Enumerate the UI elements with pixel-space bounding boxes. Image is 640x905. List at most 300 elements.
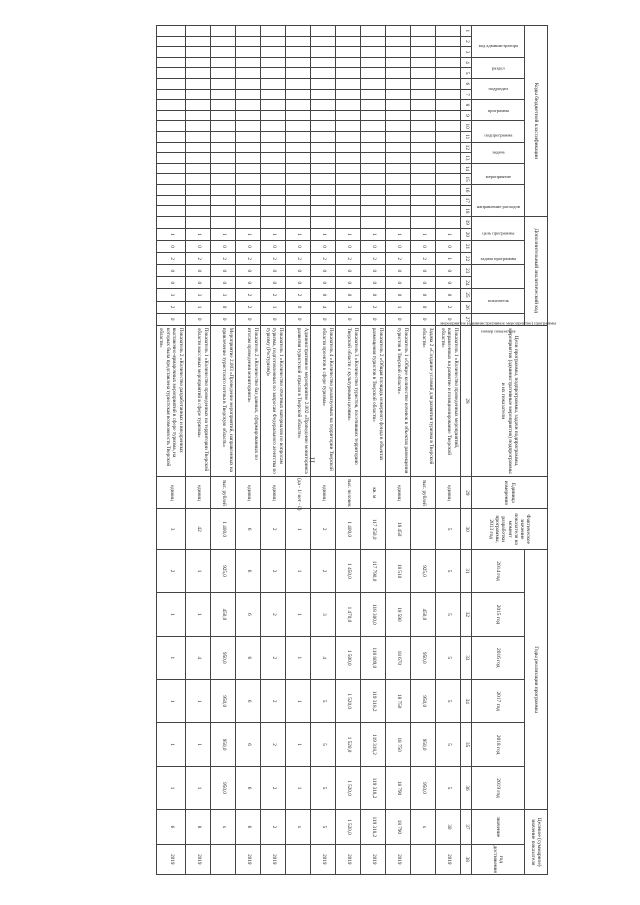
code-cell bbox=[311, 142, 336, 153]
code-cell bbox=[436, 110, 461, 121]
final-value-cell: 6 bbox=[157, 810, 186, 844]
year-value-cell: 1 520,0 bbox=[336, 723, 361, 766]
code-cell bbox=[157, 100, 186, 111]
code-cell bbox=[186, 142, 211, 153]
unit-cell: единиц bbox=[157, 477, 186, 509]
unit-cell: единиц bbox=[436, 477, 461, 509]
code-cell bbox=[311, 89, 336, 100]
code-cell bbox=[311, 26, 336, 37]
year-value-cell: 5 bbox=[311, 723, 336, 766]
code-cell bbox=[361, 174, 386, 185]
final-value-cell: 8 bbox=[186, 810, 211, 844]
column-number: 36 bbox=[461, 766, 472, 809]
code-cell: 0 bbox=[286, 313, 311, 325]
unit-cell: единиц bbox=[386, 477, 411, 509]
fact-cell: 2 bbox=[261, 509, 286, 549]
code-cell bbox=[361, 121, 386, 132]
code-cell bbox=[411, 89, 436, 100]
code-cell bbox=[211, 89, 236, 100]
code-cell: 2 bbox=[336, 253, 361, 265]
code-cell bbox=[436, 142, 461, 153]
unit-cell: (да - 1/ нет - 0) bbox=[286, 477, 311, 509]
column-number: 16 bbox=[461, 184, 472, 195]
code-cell: 4 bbox=[311, 301, 336, 313]
year-value-cell: 1 bbox=[157, 636, 186, 679]
code-cell bbox=[286, 131, 311, 142]
code-cell: 0 bbox=[157, 277, 186, 289]
code-cell bbox=[311, 174, 336, 185]
code-cell bbox=[236, 153, 261, 164]
code-cell bbox=[286, 100, 311, 111]
code-cell bbox=[386, 195, 411, 206]
column-number: 3 bbox=[461, 47, 472, 58]
year-value-cell: 450,0 bbox=[411, 593, 436, 636]
code-cell bbox=[336, 184, 361, 195]
code-cell: 0 bbox=[436, 289, 461, 301]
indicator-text: Показатель 2 «Количество разработанных и внедренных выставочно-ярмарочных мероприятий в сфере туризма, на которых была представлена туристская возможность Тверской области» bbox=[157, 325, 186, 476]
code-cell: 0 bbox=[261, 240, 286, 252]
code-cell: 1 bbox=[186, 228, 211, 240]
code-cell: 2 bbox=[261, 253, 286, 265]
code-cell bbox=[261, 216, 286, 228]
code-cell bbox=[436, 68, 461, 79]
column-number: 18 bbox=[461, 206, 472, 217]
year-value-cell: 1 520,0 bbox=[336, 766, 361, 809]
code-cell: 0 bbox=[211, 240, 236, 252]
code-cell bbox=[211, 174, 236, 185]
code-cell: 1 bbox=[436, 253, 461, 265]
code-cell: 1 bbox=[336, 228, 361, 240]
code-cell bbox=[157, 184, 186, 195]
code-cell bbox=[236, 184, 261, 195]
year-value-cell: 18 510 bbox=[386, 549, 411, 592]
code-cell bbox=[157, 36, 186, 47]
code-cell: 2 bbox=[236, 253, 261, 265]
year-value-cell: 119 318,2 bbox=[361, 766, 386, 809]
unit-cell: единиц bbox=[236, 477, 261, 509]
code-cell bbox=[286, 142, 311, 153]
code-cell: 2 bbox=[286, 289, 311, 301]
indicator-text: Показатель 3 «Количество туристов, посетивших территорию Тверской области с культурными целями» bbox=[336, 325, 361, 476]
code-cell: 0 bbox=[411, 240, 436, 252]
code-cell bbox=[157, 121, 186, 132]
code-cell bbox=[361, 206, 386, 217]
code-cell: 0 bbox=[311, 289, 336, 301]
code-cell: 0 bbox=[286, 301, 311, 313]
header-direction: направление расходов bbox=[472, 184, 525, 216]
year-value-cell: 18 790 bbox=[386, 766, 411, 809]
code-cell bbox=[286, 68, 311, 79]
code-cell bbox=[211, 78, 236, 89]
code-cell bbox=[236, 121, 261, 132]
year-value-cell: 4 bbox=[186, 636, 211, 679]
code-cell bbox=[211, 110, 236, 121]
code-cell bbox=[411, 163, 436, 174]
code-cell bbox=[386, 110, 411, 121]
code-cell bbox=[361, 142, 386, 153]
column-number: 24 bbox=[461, 277, 472, 289]
code-cell bbox=[386, 142, 411, 153]
year-value-cell: 1 500,0 bbox=[336, 636, 361, 679]
code-cell bbox=[236, 110, 261, 121]
code-cell: 0 bbox=[386, 265, 411, 277]
code-cell bbox=[361, 100, 386, 111]
code-cell bbox=[157, 142, 186, 153]
table-row bbox=[436, 26, 461, 875]
year-value-cell: 950,0 bbox=[211, 680, 236, 723]
table-row bbox=[361, 26, 386, 875]
code-cell bbox=[311, 131, 336, 142]
code-cell bbox=[157, 153, 186, 164]
year-value-cell: 1 bbox=[186, 593, 211, 636]
year-value-cell: 6 bbox=[236, 766, 261, 809]
final-year-cell bbox=[286, 844, 311, 874]
column-number: 35 bbox=[461, 723, 472, 766]
year-value-cell: 1 450,0 bbox=[336, 549, 361, 592]
code-cell: 0 bbox=[386, 289, 411, 301]
table-row bbox=[286, 26, 311, 875]
column-number: 23 bbox=[461, 265, 472, 277]
code-cell bbox=[157, 68, 186, 79]
final-year-cell: 2019 bbox=[236, 844, 261, 874]
column-number: 17 bbox=[461, 195, 472, 206]
unit-cell: кв. м bbox=[361, 477, 386, 509]
code-cell bbox=[336, 89, 361, 100]
code-cell bbox=[157, 47, 186, 58]
code-cell: 0 bbox=[261, 313, 286, 325]
code-cell bbox=[286, 89, 311, 100]
code-cell bbox=[286, 174, 311, 185]
year-value-cell: 2 bbox=[261, 680, 286, 723]
code-cell bbox=[157, 163, 186, 174]
code-cell bbox=[336, 174, 361, 185]
code-cell: 0 bbox=[386, 240, 411, 252]
final-value-cell: 119 318,2 bbox=[361, 810, 386, 844]
year-value-cell: 2 bbox=[311, 549, 336, 592]
final-year-cell: 2019 bbox=[261, 844, 286, 874]
year-value-cell: 1 470,0 bbox=[336, 593, 361, 636]
code-cell bbox=[336, 47, 361, 58]
code-cell bbox=[386, 184, 411, 195]
unit-cell: единиц bbox=[186, 477, 211, 509]
header-budget-codes: Коды бюджетной классификации bbox=[525, 26, 548, 217]
indicator-text: Мероприятие 2.003 «Проведение мероприятий, направленных на привлечение туристского потока в Тверскую область» bbox=[211, 325, 236, 476]
code-cell: 0 bbox=[336, 277, 361, 289]
column-number: 30 bbox=[461, 509, 472, 549]
year-value-cell: 118 809,0 bbox=[361, 636, 386, 679]
code-cell bbox=[261, 184, 286, 195]
year-value-cell: 6 bbox=[236, 549, 261, 592]
code-cell bbox=[386, 47, 411, 58]
code-cell: 3 bbox=[211, 289, 236, 301]
code-cell bbox=[411, 174, 436, 185]
code-cell: 3 bbox=[336, 301, 361, 313]
code-cell bbox=[436, 36, 461, 47]
header-admin-code: код администратора bbox=[472, 26, 525, 58]
code-cell: 0 bbox=[436, 277, 461, 289]
column-number: 13 bbox=[461, 153, 472, 164]
code-cell bbox=[286, 57, 311, 68]
program-indicators-table bbox=[156, 25, 557, 875]
code-cell bbox=[336, 163, 361, 174]
code-cell bbox=[236, 174, 261, 185]
code-cell bbox=[261, 57, 286, 68]
code-cell bbox=[211, 163, 236, 174]
column-number: 38 bbox=[461, 844, 472, 874]
column-number: 15 bbox=[461, 174, 472, 185]
code-cell bbox=[186, 163, 211, 174]
code-cell: 0 bbox=[157, 313, 186, 325]
code-cell: 0 bbox=[411, 289, 436, 301]
code-cell bbox=[311, 110, 336, 121]
fact-cell: 2 bbox=[311, 509, 336, 549]
code-cell: 1 bbox=[361, 228, 386, 240]
column-number: 25 bbox=[461, 289, 472, 301]
code-cell bbox=[261, 89, 286, 100]
code-cell: 2 bbox=[411, 253, 436, 265]
code-cell bbox=[236, 57, 261, 68]
year-value-cell: 950,0 bbox=[211, 636, 236, 679]
code-cell bbox=[411, 184, 436, 195]
code-cell bbox=[336, 100, 361, 111]
header-year-2019: 2019 год bbox=[472, 766, 525, 809]
code-cell bbox=[311, 68, 336, 79]
code-cell: 0 bbox=[311, 313, 336, 325]
code-cell bbox=[386, 36, 411, 47]
indicator-text: Показатель 2 «Количество баз данных, сформированных по итогам проведения мониторинга» bbox=[236, 325, 261, 476]
code-cell bbox=[286, 195, 311, 206]
code-cell bbox=[236, 89, 261, 100]
code-cell bbox=[186, 78, 211, 89]
fact-cell: 18 450 bbox=[386, 509, 411, 549]
header-measure: мероприятие bbox=[472, 163, 525, 184]
final-value-cell: 1 520,0 bbox=[336, 810, 361, 844]
code-cell bbox=[236, 100, 261, 111]
year-value-cell: 3 bbox=[311, 593, 336, 636]
year-value-cell: 2 bbox=[261, 766, 286, 809]
header-year-2017: 2017 год bbox=[472, 680, 525, 723]
code-cell bbox=[361, 36, 386, 47]
header-subprogram: подпрограмма bbox=[472, 121, 525, 142]
code-cell bbox=[436, 78, 461, 89]
column-number: 26 bbox=[461, 301, 472, 313]
unit-cell: единиц bbox=[311, 477, 336, 509]
code-cell: 0 bbox=[436, 265, 461, 277]
table-row bbox=[411, 26, 436, 875]
code-cell: 2 bbox=[157, 253, 186, 265]
indicator-text: Административное мероприятие 2.002 «Проведение мониторинга развития туристской отрасли в Тверской области» bbox=[286, 325, 311, 476]
code-cell bbox=[436, 153, 461, 164]
code-cell bbox=[211, 184, 236, 195]
code-cell bbox=[336, 26, 361, 37]
code-cell: 0 bbox=[361, 313, 386, 325]
fact-cell: 3 bbox=[157, 509, 186, 549]
code-cell bbox=[261, 47, 286, 58]
code-cell bbox=[336, 206, 361, 217]
code-cell bbox=[361, 68, 386, 79]
year-value-cell: 950,0 bbox=[411, 636, 436, 679]
code-cell bbox=[211, 100, 236, 111]
table-row bbox=[211, 26, 236, 875]
year-value-cell: 1 bbox=[186, 723, 211, 766]
year-value-cell: 1 bbox=[157, 766, 186, 809]
code-cell bbox=[186, 174, 211, 185]
code-cell: 0 bbox=[286, 277, 311, 289]
code-cell: 1 bbox=[411, 228, 436, 240]
code-cell bbox=[186, 36, 211, 47]
year-value-cell: 6 bbox=[236, 636, 261, 679]
code-cell bbox=[157, 57, 186, 68]
code-cell bbox=[311, 195, 336, 206]
code-cell bbox=[286, 110, 311, 121]
header-section: раздел bbox=[472, 57, 525, 78]
code-cell: 2 bbox=[361, 253, 386, 265]
header-fact: Фактическое значение показателя на момент разработки программы, 2013 год bbox=[472, 509, 548, 549]
code-cell bbox=[411, 47, 436, 58]
year-value-cell: 950,0 bbox=[211, 723, 236, 766]
code-cell bbox=[361, 57, 386, 68]
code-cell bbox=[186, 121, 211, 132]
year-value-cell: 1 bbox=[157, 593, 186, 636]
code-cell bbox=[311, 100, 336, 111]
code-cell bbox=[157, 110, 186, 121]
code-cell bbox=[157, 89, 186, 100]
code-cell: 0 bbox=[336, 265, 361, 277]
code-cell: 0 bbox=[236, 313, 261, 325]
year-value-cell: 950,0 bbox=[211, 766, 236, 809]
header-task-code: задача программы bbox=[472, 240, 525, 264]
code-cell: 0 bbox=[411, 301, 436, 313]
code-cell: 0 bbox=[186, 240, 211, 252]
code-cell: 0 bbox=[336, 240, 361, 252]
code-cell bbox=[411, 26, 436, 37]
code-cell bbox=[386, 89, 411, 100]
header-subsection: подраздел bbox=[472, 78, 525, 99]
code-cell bbox=[386, 206, 411, 217]
code-cell: 2 bbox=[286, 253, 311, 265]
column-number: 33 bbox=[461, 636, 472, 679]
code-cell bbox=[361, 163, 386, 174]
code-cell bbox=[311, 36, 336, 47]
code-cell bbox=[261, 195, 286, 206]
final-year-cell bbox=[211, 844, 236, 874]
header-goal: цель программы bbox=[472, 216, 525, 240]
code-cell bbox=[261, 78, 286, 89]
year-value-cell: 1 bbox=[286, 636, 311, 679]
code-cell bbox=[436, 26, 461, 37]
code-cell: 1 bbox=[157, 228, 186, 240]
indicator-text: Показатель 1 «Количество проведенных мероприятий, направленных на развитие и позиционирование Тверской области» bbox=[436, 325, 461, 476]
code-cell bbox=[361, 47, 386, 58]
code-cell bbox=[361, 184, 386, 195]
final-year-cell: 2019 bbox=[436, 844, 461, 874]
table-row bbox=[261, 26, 286, 875]
code-cell bbox=[186, 47, 211, 58]
code-cell bbox=[311, 57, 336, 68]
code-cell bbox=[386, 174, 411, 185]
code-cell bbox=[311, 206, 336, 217]
year-value-cell: 2 bbox=[261, 549, 286, 592]
code-cell bbox=[411, 36, 436, 47]
column-number: 10 bbox=[461, 121, 472, 132]
indicator-text: Задача 2 «Создание условий для развития туризма в Тверской области» bbox=[411, 325, 436, 476]
code-cell: 0 bbox=[186, 313, 211, 325]
code-cell: 1 bbox=[236, 228, 261, 240]
code-cell bbox=[336, 57, 361, 68]
final-year-cell: 2019 bbox=[336, 844, 361, 874]
code-cell: 2 bbox=[361, 301, 386, 313]
code-cell bbox=[261, 110, 286, 121]
code-cell bbox=[157, 195, 186, 206]
code-cell bbox=[286, 216, 311, 228]
year-value-cell: 5 bbox=[436, 636, 461, 679]
column-number: 4 bbox=[461, 57, 472, 68]
code-cell bbox=[311, 121, 336, 132]
code-cell bbox=[411, 206, 436, 217]
code-cell bbox=[336, 68, 361, 79]
code-cell bbox=[361, 195, 386, 206]
column-number: 32 bbox=[461, 593, 472, 636]
unit-cell: тыс. рублей bbox=[411, 477, 436, 509]
column-number: 5 bbox=[461, 68, 472, 79]
code-cell bbox=[386, 68, 411, 79]
code-cell bbox=[286, 26, 311, 37]
code-cell bbox=[157, 26, 186, 37]
code-cell bbox=[186, 195, 211, 206]
code-cell: 2 bbox=[311, 253, 336, 265]
code-cell bbox=[411, 57, 436, 68]
code-cell bbox=[211, 131, 236, 142]
code-cell bbox=[186, 131, 211, 142]
unit-cell: единиц bbox=[261, 477, 286, 509]
code-cell bbox=[211, 153, 236, 164]
code-cell bbox=[336, 195, 361, 206]
code-cell: 0 bbox=[186, 277, 211, 289]
final-value-cell: х bbox=[211, 810, 236, 844]
column-number: 21 bbox=[461, 240, 472, 252]
year-value-cell: 117 790,0 bbox=[361, 549, 386, 592]
code-cell: 1 bbox=[436, 228, 461, 240]
code-cell bbox=[436, 100, 461, 111]
column-number: 34 bbox=[461, 680, 472, 723]
table-row bbox=[311, 26, 336, 875]
code-cell: 1 bbox=[211, 228, 236, 240]
code-cell bbox=[261, 153, 286, 164]
code-cell bbox=[386, 100, 411, 111]
code-cell: 0 bbox=[336, 289, 361, 301]
code-cell bbox=[361, 153, 386, 164]
column-number: 2 bbox=[461, 36, 472, 47]
code-cell bbox=[411, 142, 436, 153]
year-value-cell: 5 bbox=[436, 593, 461, 636]
code-cell bbox=[186, 57, 211, 68]
year-value-cell: 6 bbox=[236, 723, 261, 766]
final-value-cell: 2 bbox=[261, 810, 286, 844]
final-value-cell: х bbox=[286, 810, 311, 844]
code-cell bbox=[211, 216, 236, 228]
code-cell bbox=[336, 121, 361, 132]
code-cell bbox=[236, 206, 261, 217]
final-year-cell bbox=[411, 844, 436, 874]
code-cell bbox=[411, 153, 436, 164]
final-value-cell: 30 bbox=[436, 810, 461, 844]
code-cell bbox=[411, 195, 436, 206]
header-activity: мероприятие (административное мероприятие) программы bbox=[472, 265, 525, 289]
code-cell: 1 bbox=[286, 228, 311, 240]
code-cell bbox=[386, 131, 411, 142]
year-value-cell: 1 bbox=[286, 766, 311, 809]
year-value-cell: 1 bbox=[157, 680, 186, 723]
